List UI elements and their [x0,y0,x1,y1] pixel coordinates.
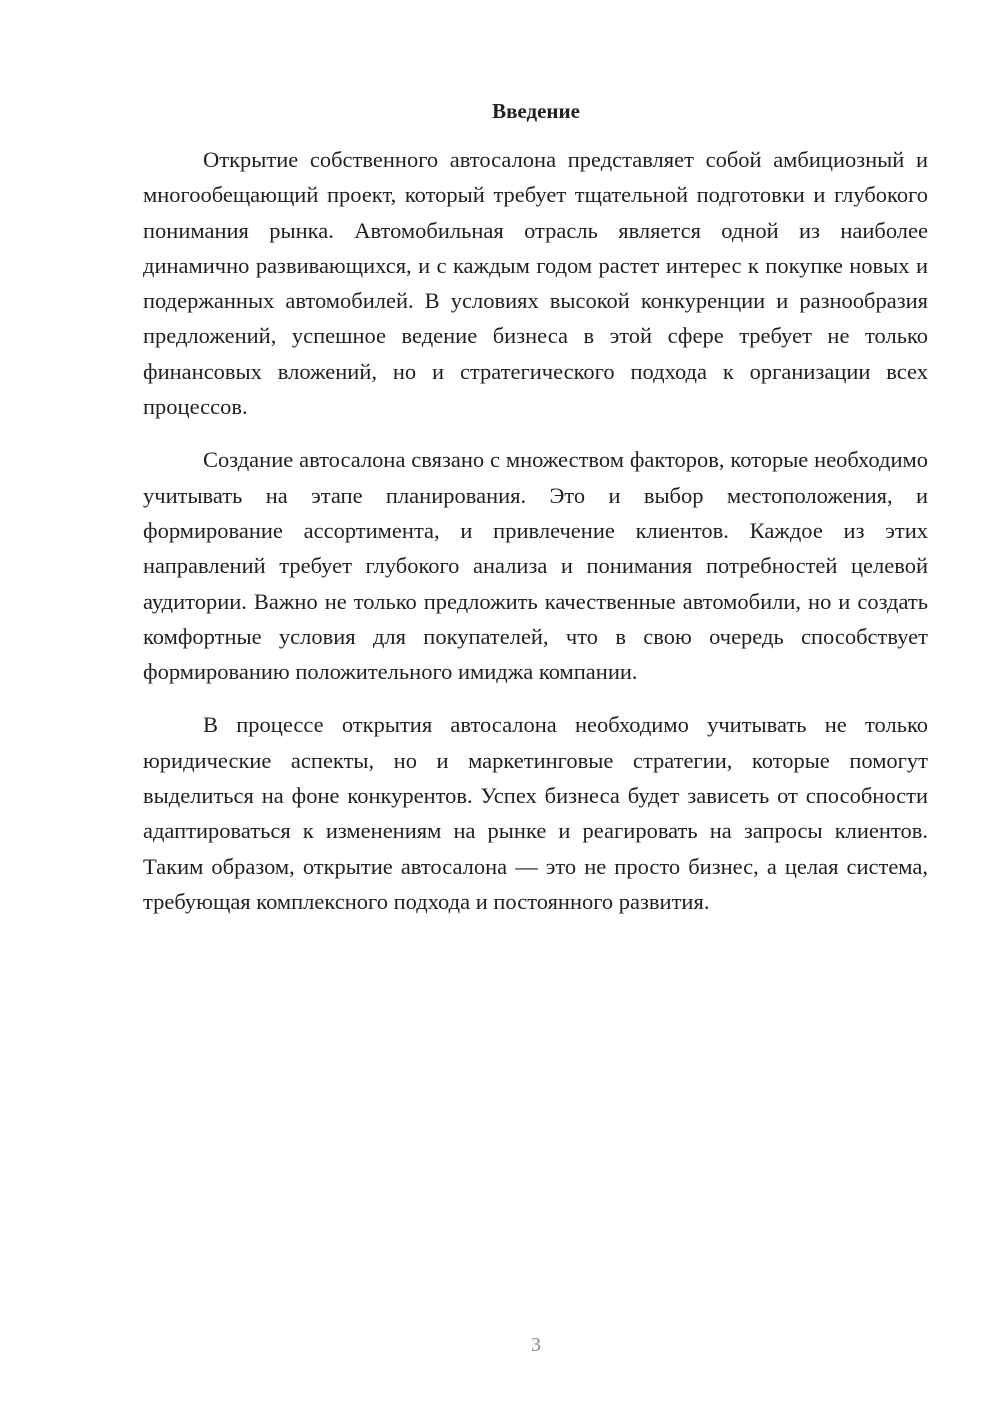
body-text [143,142,928,937]
paragraph-1: Открытие собственного автосалона представляет собой амбициозный и многообещающий проект, который требует тщательной подготовки и глубокого понимания рынка. Автомобильная отрасль является одной из наиболее динамично развивающихся, и с каждым годом растет интерес к покупке новых и подержанных автомобилей. В условиях высокой конкуренции и разнообразия предложений, успешное ведение бизнеса в этой сфере требует не только финансовых вложений, но и стратегического подхода к организации всех процессов. [143,147,928,420]
paragraph-2: Создание автосалона связано с множеством факторов, которые необходимо учитывать на этапе планирования. Это и выбор местоположения, и формирование ассортимента, и привлечение клиентов. Каждое из этих направлений требует глубокого анализа и понимания потребностей целевой аудитории. Важно не только предложить качественные автомобили, но и создать комфортные условия для покупателей, что в свою очередь способствует формированию положительного имиджа компании. [143,447,928,685]
page-number: 3 [531,1334,541,1356]
section-title: Введение [492,99,580,123]
paragraph-3: В процессе открытия автосалона необходимо учитывать не только юридические аспекты, но и маркетинговые стратегии, которые помогут выделиться на фоне конкурентов. Успех бизнеса будет зависеть от способности адаптироваться к изменениям на рынке и реагировать на запросы клиентов. Таким образом, открытие автосалона — это не просто бизнес, а целая система, требующая комплексного подхода и постоянного развития. [143,712,928,914]
